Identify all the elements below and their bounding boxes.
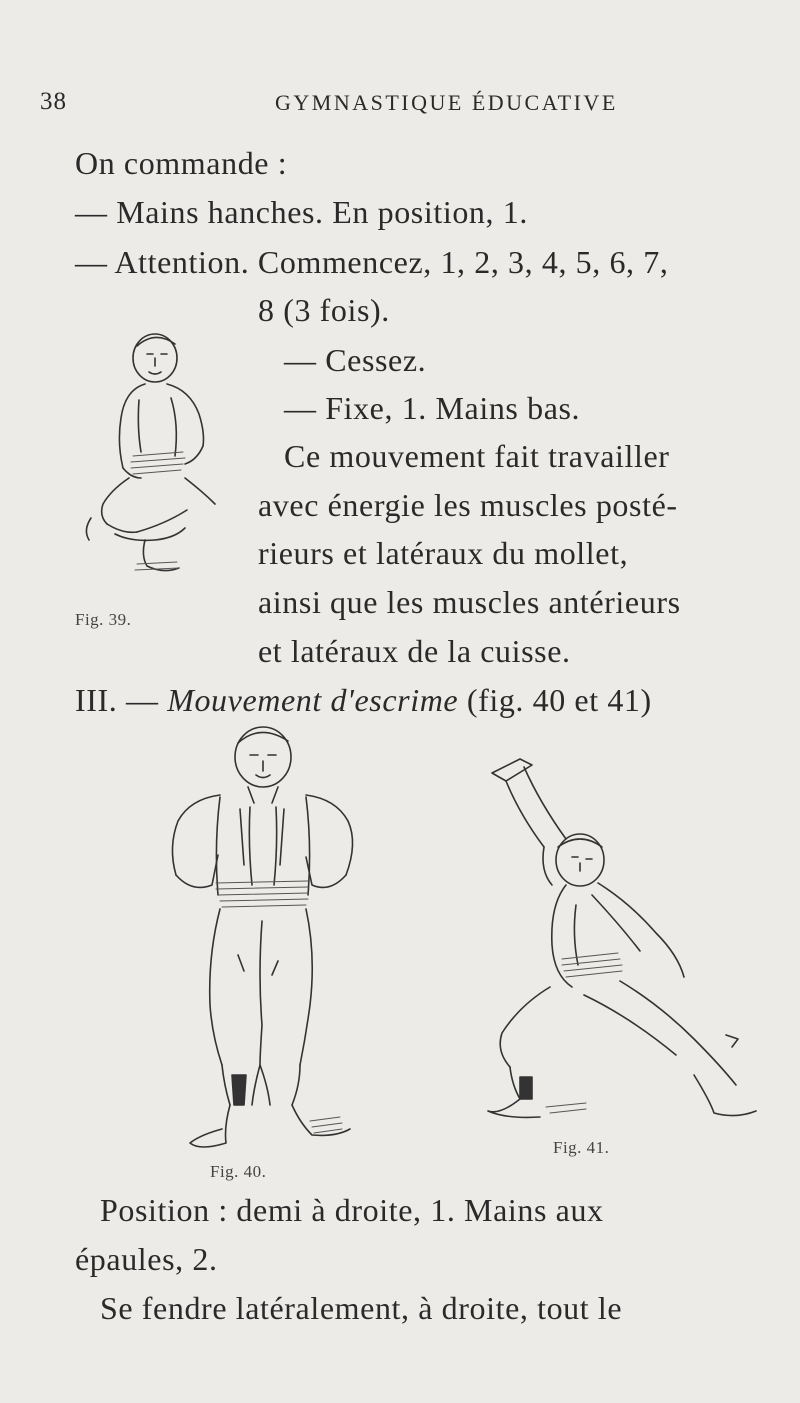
text-line-7: Ce mouvement fait travailler: [284, 438, 670, 474]
text-line-5: — Cessez.: [284, 342, 427, 378]
section-title: Mouvement d'escrime: [167, 682, 459, 718]
text-line-11: et latéraux de la cuisse.: [258, 633, 571, 669]
section-figure-ref: (fig. 40 et 41): [466, 682, 652, 718]
text-line-9: rieurs et latéraux du mollet,: [258, 535, 629, 571]
running-head: [40, 88, 760, 128]
figure-40-illustration: [160, 725, 365, 1155]
text-line-6: — Fixe, 1. Mains bas.: [284, 390, 581, 426]
text-line-after-3: Se fendre latéralement, à droite, tout le: [100, 1290, 623, 1326]
figure-39-caption: Fig. 39.: [75, 610, 132, 629]
section-heading: [75, 680, 652, 720]
text-line-3: — Attention. Commencez, 1, 2, 3, 4, 5, 6, 7,: [75, 244, 669, 280]
figure-41-caption: Fig. 41.: [553, 1138, 610, 1157]
section-number: III. —: [75, 682, 159, 718]
figure-39-illustration: [75, 328, 240, 590]
text-line-2: — Mains hanches. En position, 1.: [75, 194, 528, 230]
figure-41-illustration: [480, 755, 770, 1130]
page-number: 38: [40, 88, 67, 115]
text-line-1: On commande :: [75, 145, 288, 181]
text-line-10: ainsi que les muscles antérieurs: [258, 584, 681, 620]
running-title: GYMNASTIQUE ÉDUCATIVE: [275, 90, 618, 115]
figure-40-caption: Fig. 40.: [210, 1162, 267, 1181]
text-line-4: 8 (3 fois).: [258, 292, 390, 328]
text-line-8: avec énergie les muscles posté-: [258, 487, 678, 523]
text-line-after-2: épaules, 2.: [75, 1241, 218, 1277]
text-line-after-1: Position : demi à droite, 1. Mains aux: [100, 1192, 604, 1228]
